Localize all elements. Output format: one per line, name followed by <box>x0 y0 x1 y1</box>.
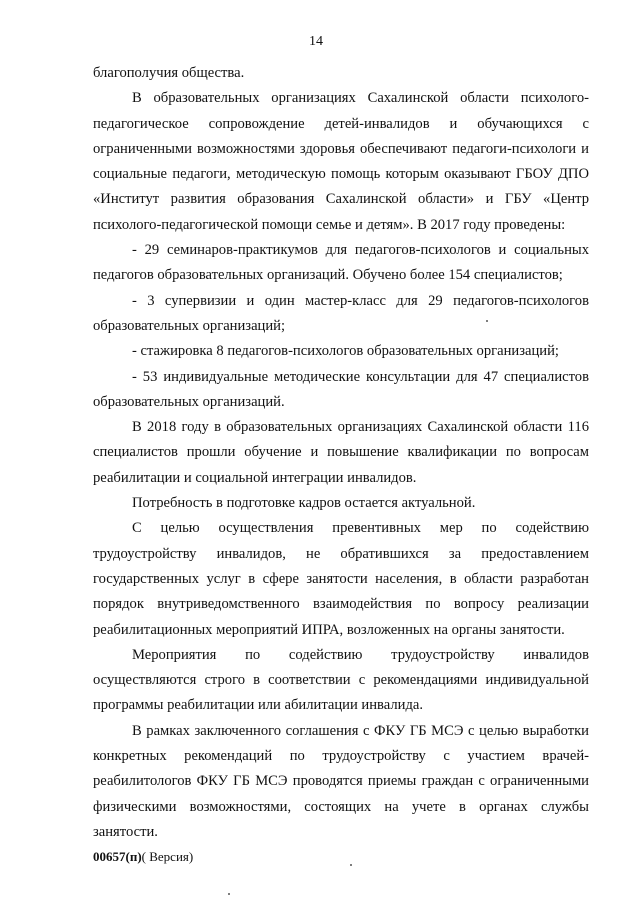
document-body <box>93 61 589 845</box>
document-footer <box>93 849 193 865</box>
paragraph: С целью осуществления превентивных мер по содействию трудоустройству инвалидов, не обратившихся за предоставлением государственных услуг в сфере занятости населения, в области разработан порядок внутриведомственного взаимодействия по вопросу реализации реабилитационных мероприятий ИПРА, возложенных на органы занятости. <box>93 520 589 638</box>
list-item: - 29 семинаров-практикумов для педагогов-психологов и социальных педагогов образовательных организаций. Обучено более 154 специалистов; <box>93 242 589 284</box>
paragraph: В образовательных организациях Сахалинской области психолого-педагогическое сопровождение детей-инвалидов и обучающихся с ограниченными возможностями здоровья обеспечивают педагоги-психологи и социальные педагоги, методическую помощь которым оказывают ГБОУ ДПО «Институт развития образования Сахалинской области» и ГБУ «Центр психолого-педагогической помощи семье и детям». В 2017 году проведены: <box>93 90 589 233</box>
page-number: 14 <box>309 34 323 49</box>
scan-speck <box>228 893 230 895</box>
paragraph: благополучия общества. <box>93 65 245 81</box>
scan-speck <box>350 864 352 866</box>
document-version: ( Версия) <box>141 849 194 864</box>
paragraph: В рамках заключенного соглашения с ФКУ ГБ МСЭ с целью выработки конкретных рекомендаций по трудоустройству с участием врачей-реабилитологов ФКУ ГБ МСЭ проводятся приемы граждан с ограниченными физическими возможностями, состоящих на учете в органах службы занятости. <box>93 722 589 840</box>
paragraph: Потребность в подготовке кадров остается актуальной. <box>132 495 476 512</box>
document-code: 00657(п) <box>93 849 142 864</box>
list-item: - 53 индивидуальные методические консультации для 47 специалистов образовательных организаций. <box>93 368 589 410</box>
list-item: - 3 супервизии и один мастер-класс для 29 педагогов-психологов образовательных организаций; <box>93 292 589 334</box>
list-item: - стажировка 8 педагогов-психологов образовательных организаций; <box>132 343 559 360</box>
paragraph: В 2018 году в образовательных организациях Сахалинской области 116 специалистов прошли обучение и повышение квалификации по вопросам реабилитации и социальной интеграции инвалидов. <box>93 419 589 486</box>
paragraph: Мероприятия по содействию трудоустройству инвалидов осуществляются строго в соответствии с рекомендациями индивидуальной программы реабилитации или абилитации инвалида. <box>93 646 589 714</box>
scan-speck <box>486 320 488 322</box>
